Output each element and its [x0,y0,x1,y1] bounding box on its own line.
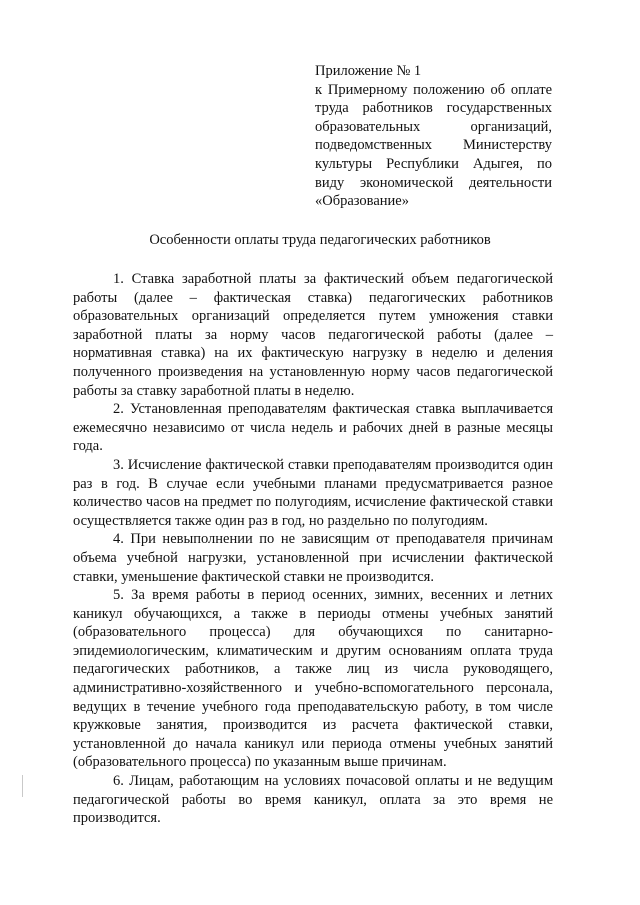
paragraph-4: 4. При невыполнении по не зависящим от преподавателя причинам объема учебной нагрузки, установленной при исчислении фактической ставки, уменьшение фактической ставки не производится. [73,531,553,585]
annex-title: Приложение № 1 [315,63,422,79]
annex-text: к Примерному положению об оплате труда работников государственных образовательных организаций, подведомственных Министерству культуры Республики Адыгея, по виду экономической деятельности «Образование» [315,81,552,210]
scan-margin-mark [22,775,23,797]
document-heading: Особенности оплаты труда педагогических работников [149,232,491,248]
paragraph-2: 2. Установленная преподавателям фактическая ставка выплачивается ежемесячно независимо от числа недель и рабочих дней в разные месяцы года. [73,401,553,455]
paragraph-6: 6. Лицам, работающим на условиях почасовой оплаты и не ведущим педагогической работы во время каникул, оплата за это время не производится. [73,773,553,827]
paragraph-5: 5. За время работы в период осенних, зимних, весенних и летних каникул обучающихся, а также в периоды отмены учебных занятий (образовательного процесса) для обучающихся по санитарно-эпидемиологическим, климатическим и другим основаниям оплата труда педагогических работников, а также лиц из числа руководящего, административно-хозяйственного и учебно-вспомогательного персонала, ведущих в течение учебного года преподавательскую работу, в том числе кружковые занятия, производится из расчета фактической ставки, установленной до начала каникул или периода отмены учебных занятий (образовательного процесса) по указанным выше причинам. [73,587,553,771]
document-body [73,270,553,828]
paragraph-1: 1. Ставка заработной платы за фактический объем педагогической работы (далее – фактическая ставка) педагогических работников образовательных организаций определяется путем умножения ставки заработной платы за норму часов педагогической работы (далее – нормативная ставка) на их фактическую нагрузку в неделю и деления полученного произведения на установленную норму часов педагогической работы за ставку заработной платы в неделю. [73,271,553,399]
annex-block [315,62,552,211]
paragraph-3: 3. Исчисление фактической ставки преподавателям производится один раз в год. В случае если учебными планами предусматривается разное количество часов на предмет по полугодиям, исчисление фактической ставки осуществляется также один раз в год, но раздельно по полугодиям. [73,456,553,529]
